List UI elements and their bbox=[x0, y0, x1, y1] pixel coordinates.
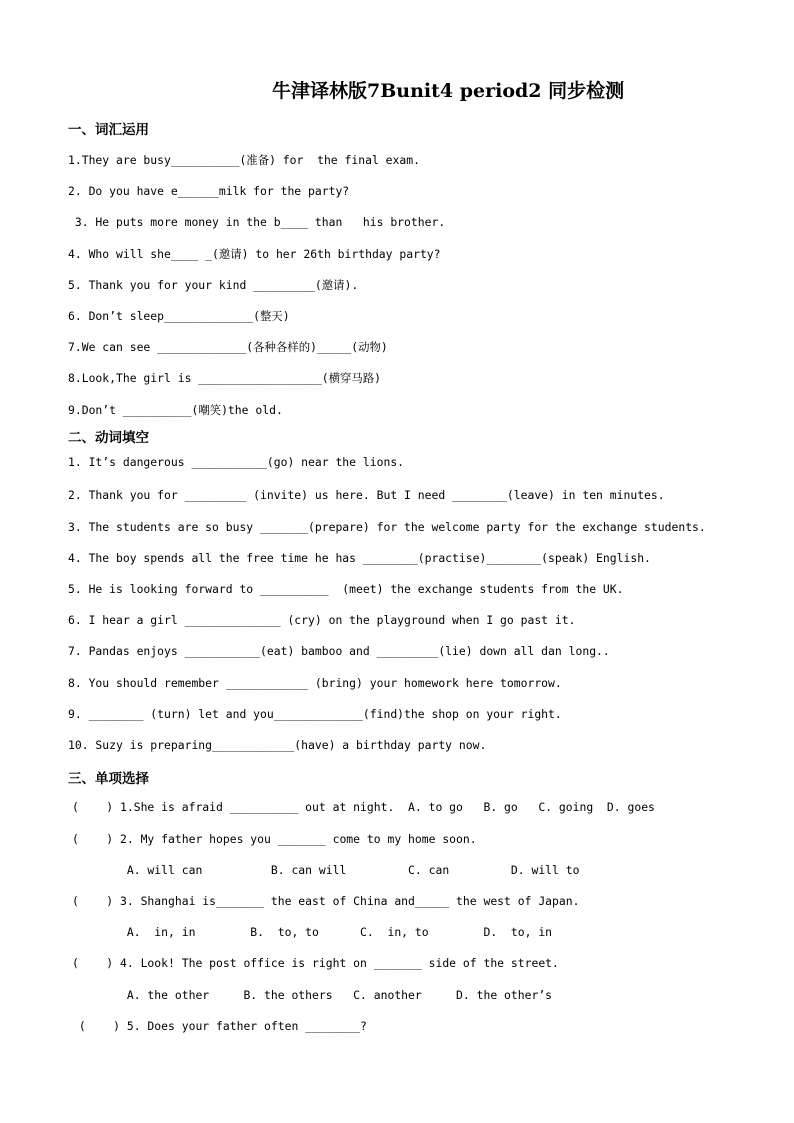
vocab-item-6: 6. Don’t sleep_____________(整天) bbox=[68, 309, 290, 323]
choice-item-2-options: A. will can B. can will C. can D. will to bbox=[72, 863, 580, 877]
verb-item-10: 10. Suzy is preparing____________(have) a birthday party now. bbox=[68, 738, 487, 752]
vocab-item-8: 8.Look,The girl is __________________(横穿马路) bbox=[68, 371, 382, 385]
vocab-item-2: 2. Do you have e______milk for the party? bbox=[68, 184, 350, 198]
choice-item-3-options: A. in, in B. to, to C. in, to D. to, in bbox=[72, 925, 553, 939]
verb-item-1: 1. It’s dangerous ___________(go) near the lions. bbox=[68, 455, 405, 469]
vocab-item-5: 5. Thank you for your kind _________(邀请). bbox=[68, 278, 359, 292]
choice-item-2: ( ) 2. My father hopes you _______ come to my home soon. bbox=[72, 832, 477, 846]
verb-item-5: 5. He is looking forward to __________ (meet) the exchange students from the UK. bbox=[68, 582, 624, 596]
verb-item-8: 8. You should remember ____________ (bring) your homework here tomorrow. bbox=[68, 676, 562, 690]
section-heading-vocabulary: 一、词汇运用 bbox=[68, 122, 149, 138]
section-heading-choice: 三、单项选择 bbox=[68, 771, 149, 787]
choice-item-3: ( ) 3. Shanghai is_______ the east of China and_____ the west of Japan. bbox=[72, 894, 580, 908]
choice-item-4-options: A. the other B. the others C. another D. the other’s bbox=[72, 988, 553, 1002]
section-heading-verbs: 二、动词填空 bbox=[68, 430, 149, 446]
vocab-item-7: 7.We can see _____________(各种各样的)_____(动物) bbox=[68, 340, 388, 354]
verb-item-6: 6. I hear a girl ______________ (cry) on the playground when I go past it. bbox=[68, 613, 576, 627]
vocab-item-9: 9.Don’t __________(嘲笑)the old. bbox=[68, 403, 283, 417]
verb-item-3: 3. The students are so busy _______(prepare) for the welcome party for the exchange students. bbox=[68, 520, 706, 534]
verb-item-2: 2. Thank you for _________ (invite) us here. But I need ________(leave) in ten minutes. bbox=[68, 488, 665, 502]
choice-item-5: ( ) 5. Does your father often ________? bbox=[72, 1019, 367, 1033]
verb-item-7: 7. Pandas enjoys ___________(eat) bamboo and _________(lie) down all dan long.. bbox=[68, 644, 610, 658]
page-title: 牛津译林版7Bunit4 period2 同步检测 bbox=[272, 80, 625, 102]
verb-item-9: 9. ________ (turn) let and you_____________(find)the shop on your right. bbox=[68, 707, 562, 721]
vocab-item-3: 3. He puts more money in the b____ than his brother. bbox=[68, 215, 446, 229]
choice-item-1: ( ) 1.She is afraid __________ out at night. A. to go B. go C. going D. goes bbox=[72, 800, 655, 814]
choice-item-4: ( ) 4. Look! The post office is right on _______ side of the street. bbox=[72, 956, 559, 970]
vocab-item-4: 4. Who will she____ _(邀请) to her 26th birthday party? bbox=[68, 247, 441, 261]
vocab-item-1: 1.They are busy__________(准备) for the final exam. bbox=[68, 153, 420, 167]
verb-item-4: 4. The boy spends all the free time he has ________(practise)________(speak) English. bbox=[68, 551, 651, 565]
